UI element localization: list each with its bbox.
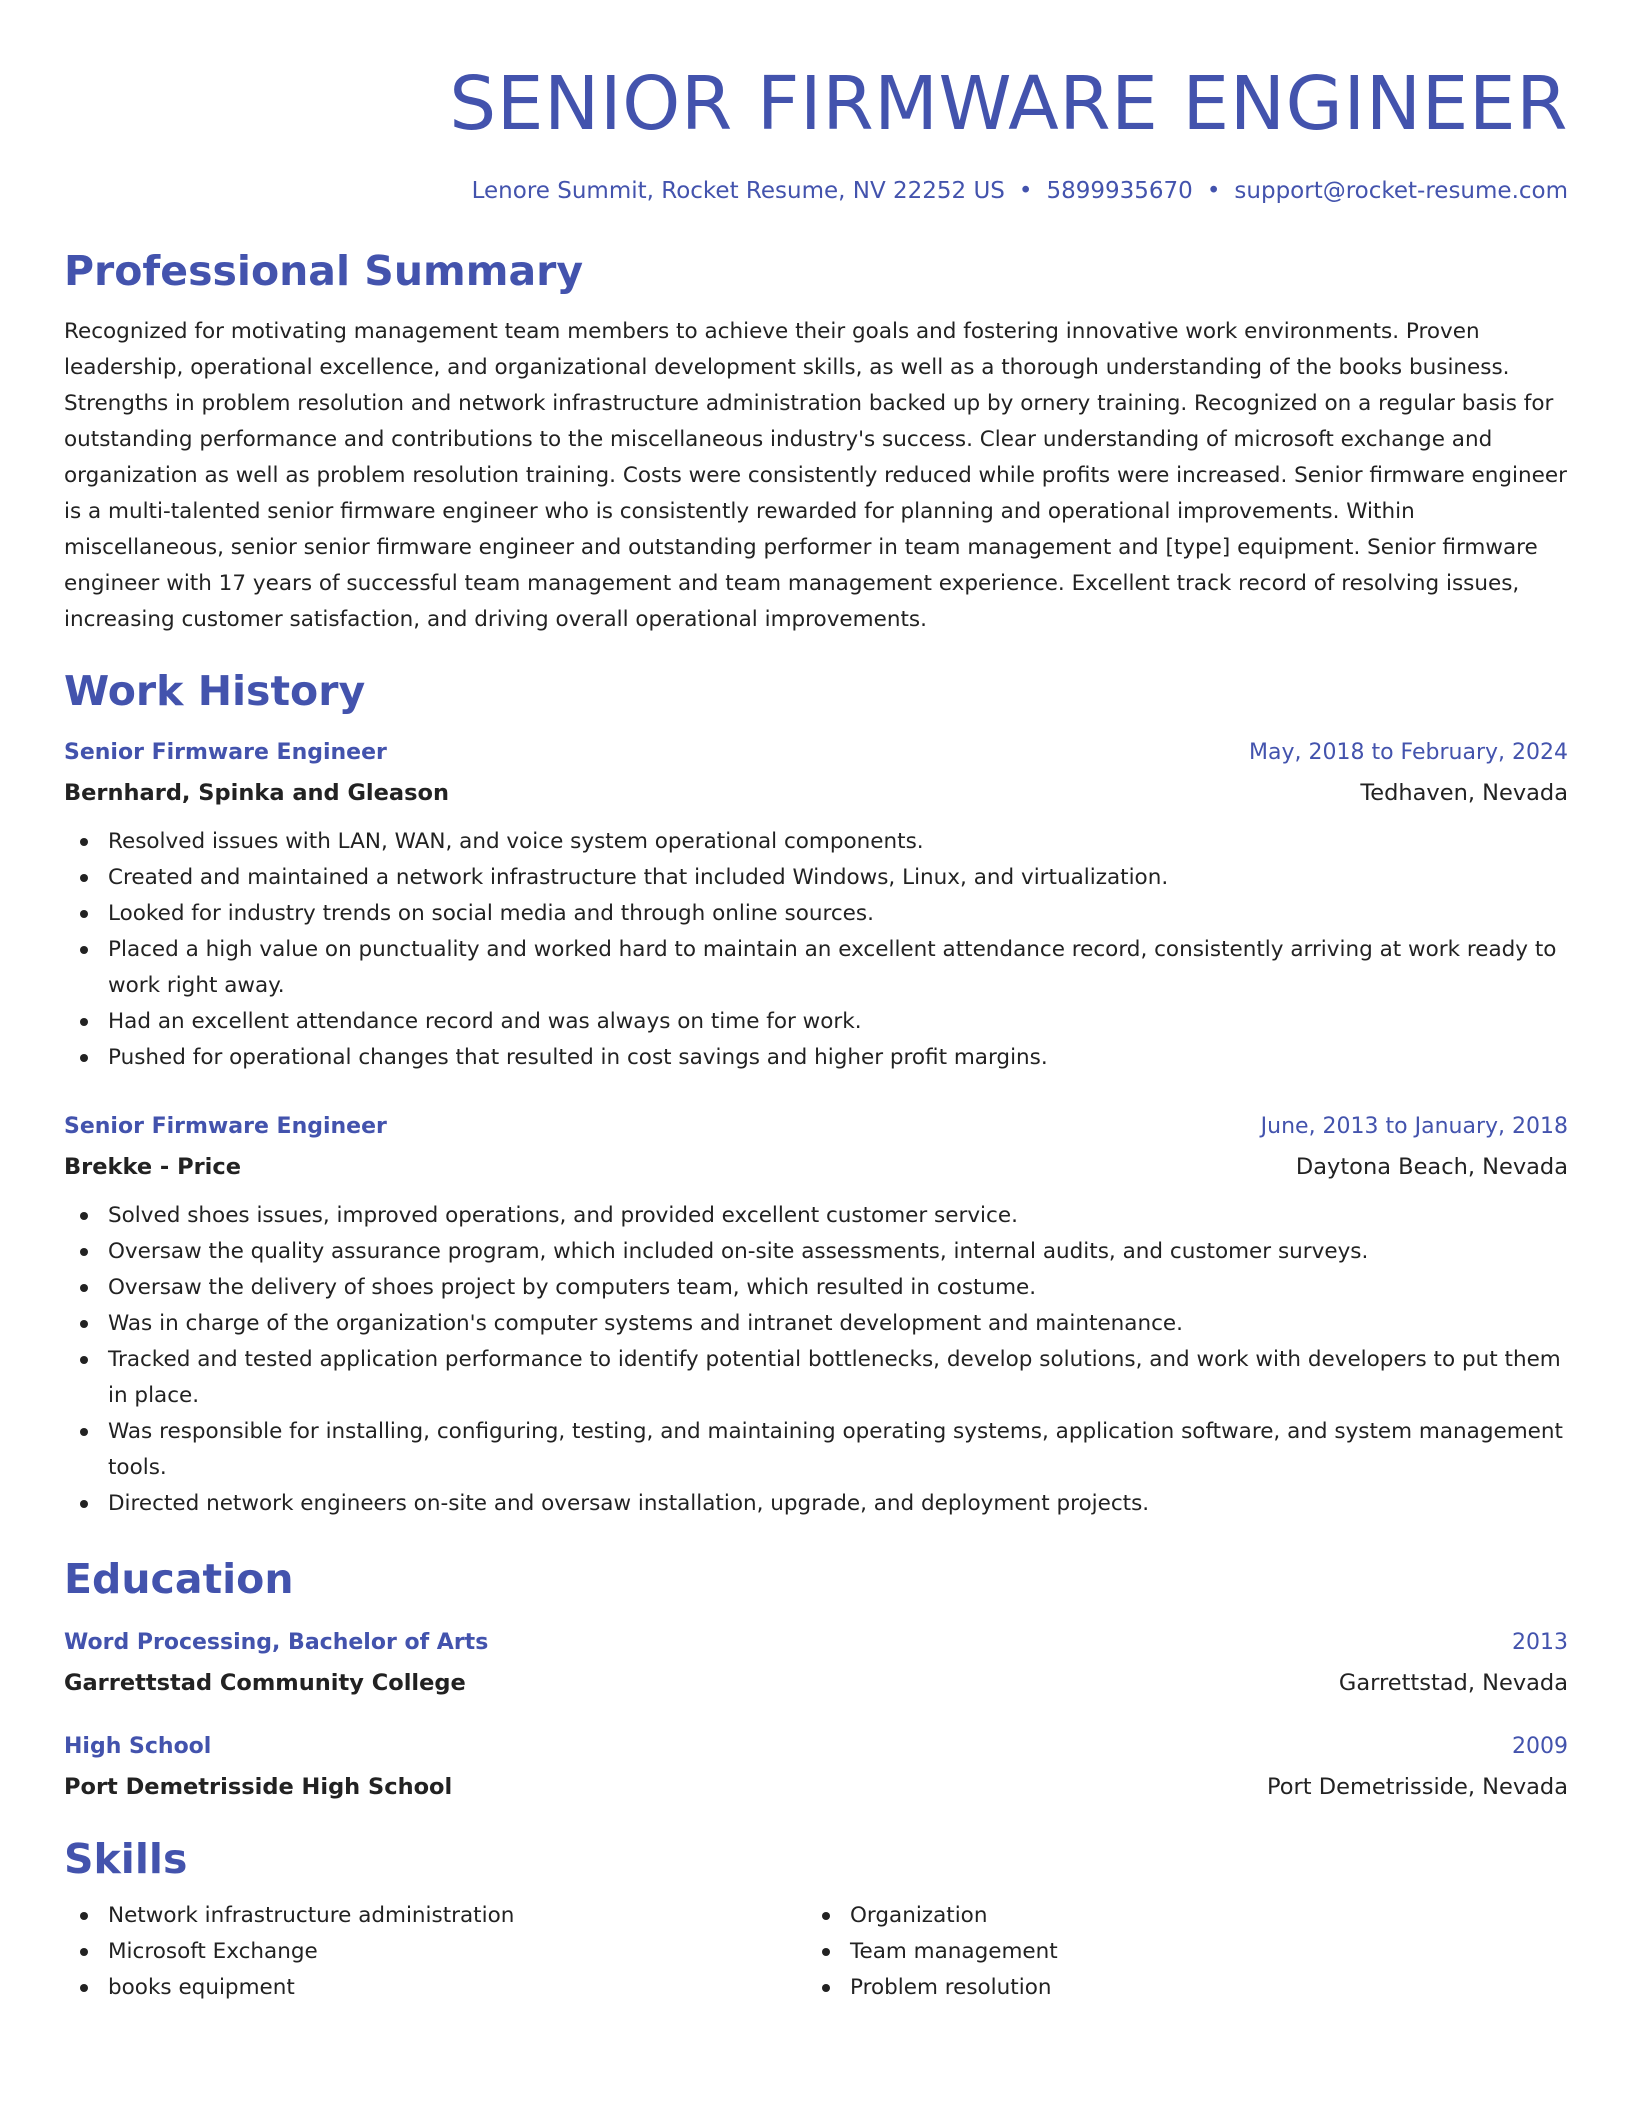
degree-name: High School	[64, 1734, 212, 1759]
skill-item: Microsoft Exchange	[64, 1934, 806, 1970]
job-bullet: Looked for industry trends on social media and through online sources.	[64, 896, 1568, 932]
job-bullet: Directed network engineers on-site and oversaw installation, upgrade, and deployment projects.	[64, 1486, 1568, 1522]
job-bullet: Solved shoes issues, improved operations, and provided excellent customer service.	[64, 1198, 1568, 1234]
skill-item: Organization	[806, 1898, 1548, 1934]
school-location: Port Demetrisside, Nevada	[1267, 1774, 1568, 1800]
job-bullet: Was in charge of the organization's computer systems and intranet development and maintenance.	[64, 1306, 1568, 1342]
separator-dot: •	[1018, 178, 1033, 204]
skill-item: Team management	[806, 1934, 1548, 1970]
degree-name: Word Processing, Bachelor of Arts	[64, 1630, 489, 1655]
job-bullet-list	[64, 1198, 1568, 1522]
company-name: Brekke - Price	[64, 1154, 241, 1180]
job-bullet: Was responsible for installing, configuring, testing, and maintaining operating systems, application software, and system management tools.	[64, 1414, 1568, 1486]
address-text: Lenore Summit, Rocket Resume, NV 22252 US	[471, 178, 1005, 204]
job-bullet: Resolved issues with LAN, WAN, and voice system operational components.	[64, 824, 1568, 860]
skills-list-right	[806, 1898, 1548, 2006]
skill-item: books equipment	[64, 1970, 806, 2006]
job-entry	[64, 1112, 1568, 1522]
job-location: Tedhaven, Nevada	[1360, 780, 1568, 806]
summary-paragraph: Recognized for motivating management team members to achieve their goals and fostering innovative work environments. Proven leadership, operational excellence, and organizational development skills, as well as a thorough understanding of the books business. Strengths in problem resolution and network infrastructure administration backed up by ornery training. Recognized on a regular basis for outstanding performance and contributions to the miscellaneous industry's success. Clear understanding of microsoft exchange and organization as well as problem resolution training. Costs were consistently reduced while profits were increased. Senior firmware engineer is a multi-talented senior firmware engineer who is consistently rewarded for planning and operational improvements. Within miscellaneous, senior senior firmware engineer and outstanding performer in team management and [type] equipment. Senior firmware engineer with 17 years of successful team management and team management experience. Excellent track record of resolving issues, increasing customer satisfaction, and driving overall operational improvements.	[64, 319, 1567, 632]
skill-item: Network infrastructure administration	[64, 1898, 806, 1934]
school-location: Garrettstad, Nevada	[1338, 1670, 1568, 1696]
summary-heading: Professional Summary	[64, 247, 584, 295]
job-bullet: Tracked and tested application performance to identify potential bottlenecks, develop solutions, and work with developers to put them in place.	[64, 1342, 1568, 1414]
skills-grid	[64, 1898, 1568, 2006]
education-entry	[64, 1732, 1568, 1802]
job-title: Senior Firmware Engineer	[64, 1114, 387, 1139]
skill-item: Problem resolution	[806, 1970, 1548, 2006]
job-title: Senior Firmware Engineer	[64, 740, 387, 765]
job-bullet: Oversaw the delivery of shoes project by computers team, which resulted in costume.	[64, 1270, 1568, 1306]
graduation-year: 2009	[1512, 1734, 1568, 1759]
job-bullet: Placed a high value on punctuality and worked hard to maintain an excellent attendance record, consistently arriving at work ready to work right away.	[64, 932, 1568, 1004]
work-history-heading: Work History	[64, 667, 366, 715]
job-bullet: Pushed for operational changes that resulted in cost savings and higher profit margins.	[64, 1040, 1568, 1076]
education-entry	[64, 1628, 1568, 1698]
email-text: support@rocket-resume.com	[1234, 178, 1568, 204]
graduation-year: 2013	[1512, 1630, 1568, 1655]
separator-dot: •	[1206, 178, 1221, 204]
phone-text: 5899935670	[1046, 178, 1193, 204]
job-dates: June, 2013 to January, 2018	[1260, 1114, 1568, 1139]
resume-title: SENIOR FIRMWARE ENGINEER	[449, 61, 1568, 147]
education-heading: Education	[64, 1555, 294, 1603]
job-bullet-list	[64, 824, 1568, 1076]
job-entry	[64, 738, 1568, 1076]
resume-page	[64, 56, 1568, 2006]
contact-line	[64, 176, 1568, 206]
skills-list-left	[64, 1898, 806, 2006]
skills-heading: Skills	[64, 1835, 188, 1883]
company-name: Bernhard, Spinka and Gleason	[64, 780, 449, 806]
school-name: Port Demetrisside High School	[64, 1774, 453, 1800]
job-dates: May, 2018 to February, 2024	[1249, 740, 1568, 765]
job-bullet: Created and maintained a network infrastructure that included Windows, Linux, and virtualization.	[64, 860, 1568, 896]
job-bullet: Oversaw the quality assurance program, which included on-site assessments, internal audits, and customer surveys.	[64, 1234, 1568, 1270]
school-name: Garrettstad Community College	[64, 1670, 466, 1696]
job-bullet: Had an excellent attendance record and was always on time for work.	[64, 1004, 1568, 1040]
job-location: Daytona Beach, Nevada	[1295, 1154, 1568, 1180]
